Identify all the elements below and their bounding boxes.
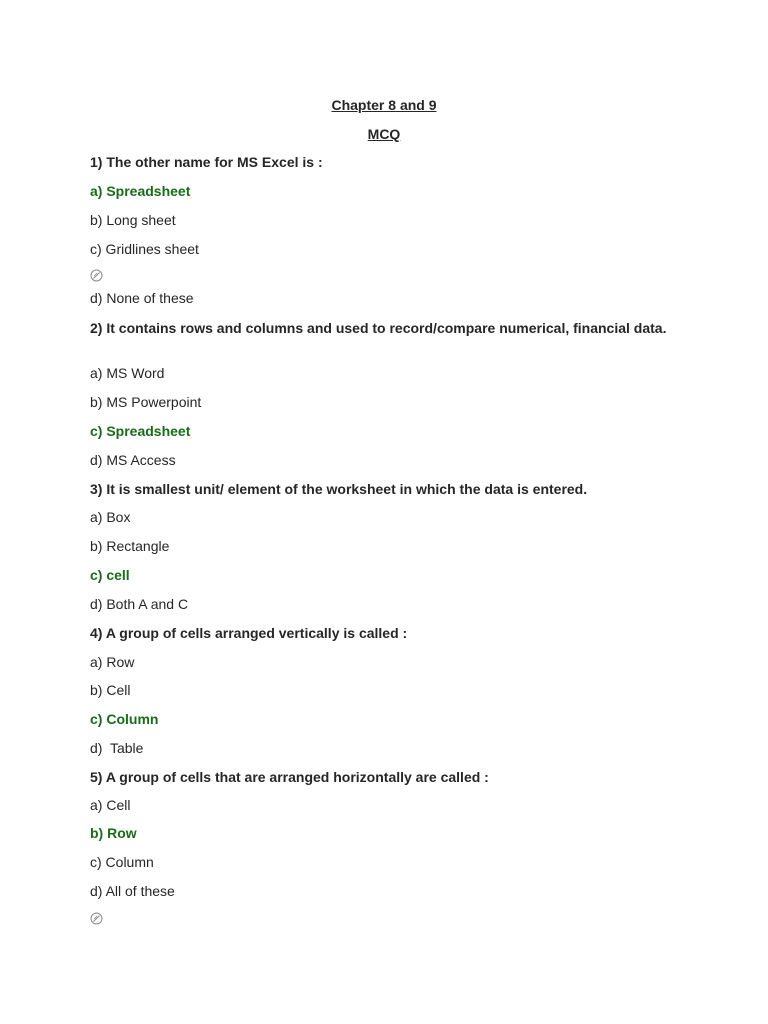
question-5-option-b-correct: b) Row bbox=[90, 825, 137, 841]
question-2-option-d: d) MS Access bbox=[90, 452, 176, 468]
question-3-option-b: b) Rectangle bbox=[90, 538, 170, 554]
slashed-circle-icon bbox=[90, 269, 103, 282]
question-2: 2) It contains rows and columns and used to record/compare numerical, financial data. bbox=[90, 320, 667, 336]
slashed-circle-icon bbox=[90, 912, 103, 925]
question-1-option-a-correct: a) Spreadsheet bbox=[90, 183, 191, 199]
question-1-option-c: c) Gridlines sheet bbox=[90, 241, 199, 257]
question-5-option-a: a) Cell bbox=[90, 797, 131, 813]
question-5: 5) A group of cells that are arranged horizontally are called : bbox=[90, 769, 489, 785]
question-2-option-a: a) MS Word bbox=[90, 365, 165, 381]
question-5-option-d: d) All of these bbox=[90, 883, 175, 899]
question-5-option-c: c) Column bbox=[90, 854, 154, 870]
question-4-option-b: b) Cell bbox=[90, 682, 131, 698]
page-subtitle: MCQ bbox=[367, 126, 401, 142]
question-3-option-d: d) Both A and C bbox=[90, 596, 189, 612]
question-3: 3) It is smallest unit/ element of the worksheet in which the data is entered. bbox=[90, 481, 588, 497]
question-2-option-c-correct: c) Spreadsheet bbox=[90, 423, 191, 439]
question-4-option-a: a) Row bbox=[90, 654, 135, 670]
question-1-option-b: b) Long sheet bbox=[90, 212, 176, 228]
question-2-option-b: b) MS Powerpoint bbox=[90, 394, 202, 410]
question-3-option-c-correct: c) cell bbox=[90, 567, 130, 583]
question-1-option-d: d) None of these bbox=[90, 290, 194, 306]
question-3-option-a: a) Box bbox=[90, 509, 131, 525]
question-1: 1) The other name for MS Excel is : bbox=[90, 154, 323, 170]
question-4-option-c-correct: c) Column bbox=[90, 711, 159, 727]
page-title: Chapter 8 and 9 bbox=[331, 97, 437, 113]
question-4: 4) A group of cells arranged vertically is called : bbox=[90, 625, 408, 641]
question-4-option-d: d) Table bbox=[90, 740, 144, 756]
